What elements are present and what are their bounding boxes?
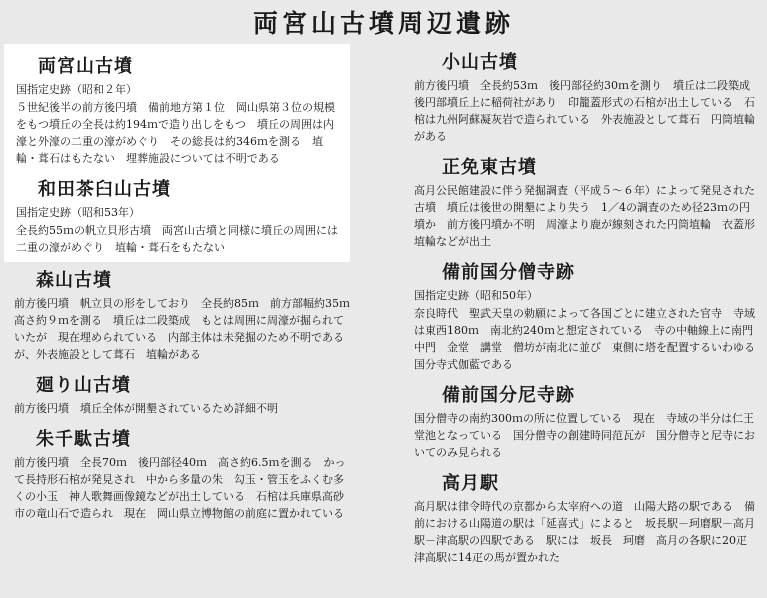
- section-moriyama: [10, 266, 361, 363]
- section-body: 奈良時代 聖武天皇の勅願によって各国ごとに建立された官寺 寺域は東西180ｍ 南北約240ｍと想定されている 寺の中軸線上に南門 中門 金堂 講堂 僧坊が南北に並び 東側に塔を配置するいわゆる国分寺式伽藍である: [414, 307, 764, 371]
- section-title: 両宮山古墳: [38, 56, 133, 77]
- designation: 国指定史跡（昭和２年）: [16, 83, 137, 96]
- section-shomen-higashi: [410, 153, 760, 250]
- right-column: [410, 44, 764, 574]
- highlight-panel: [4, 44, 350, 262]
- section-title: 森山古墳: [36, 270, 112, 291]
- section-body: 国分僧寺の南約300ｍの所に位置している 現在 寺域の半分は仁王堂池となっている 国分僧寺の創建時同范瓦が 国分僧寺と尼寺においてのみ見られる: [414, 412, 755, 459]
- section-body: ５世紀後半の前方後円墳 備前地方第１位 岡山県第３位の規模をもつ墳丘の全長は約194ｍで造り出しをもつ 墳丘の周囲は内濠と外濠の二重の濠がめぐり その総長は約346ｍを測る 埴輪・葺石はもたない 埋葬施設については不明である: [16, 101, 335, 165]
- section-senda: [10, 425, 350, 522]
- section-koyama: [410, 48, 760, 145]
- section-body: 前方後円墳 墳丘全体が開墾されているため詳細不明: [14, 402, 278, 415]
- section-kokubun-soji: [410, 258, 764, 373]
- section-wada-chausuyama: [12, 175, 344, 256]
- section-title: 和田茶臼山古墳: [38, 179, 171, 200]
- section-body: 前方後円墳 全長70ｍ 後円部径40ｍ 高さ約6.5ｍを測る かって長持形石棺が発見され 中から多量の朱 勾玉・管玉をふくむ多くの小玉 神人歌舞画像鏡などが出土している 石棺は兵庫県高砂市の竜山石で造られ 現在 岡山県立博物館の前庭に置かれている: [14, 456, 346, 520]
- section-title: 朱千駄古墳: [36, 429, 131, 450]
- left-column: [10, 44, 361, 530]
- section-title: 廻り山古墳: [36, 375, 131, 396]
- section-body: 全長約55ｍの帆立貝形古墳 両宮山古墳と同様に墳丘の周囲には二重の濠がめぐり 埴輪・葺石をもたない: [16, 224, 338, 254]
- section-takatsuki-eki: [410, 469, 760, 566]
- page-title: 両宮山古墳周辺遺跡: [252, 9, 514, 38]
- section-kokubun-niji: [410, 381, 760, 461]
- designation: 国指定史跡（昭和53年）: [16, 206, 140, 219]
- section-title: 備前国分僧寺跡: [442, 262, 575, 283]
- section-body: 高月駅は律令時代の京都から太宰府への道 山陽大路の駅である 備前における山陽道の駅は「延喜式」によると 坂長駅－珂磨駅－高月駅－津高駅の四駅である 駅には 坂長 珂磨 高月の各駅に20疋 津高駅に14疋の馬が置かれた: [414, 500, 758, 564]
- section-title: 正免東古墳: [442, 157, 537, 178]
- designation: 国指定史跡（昭和50年）: [414, 289, 538, 302]
- section-body: 高月公民館建設に伴う発掘調査（平成５～６年）によって発見された古墳 墳丘は後世の開墾により失う 1／4の調査のため径23ｍの円墳か 前方後円墳か不明 周濠より鹿が線刻された円筒埴輪 衣蓋形埴輪などが出土: [414, 184, 755, 248]
- section-body: 前方後円墳 全長約53ｍ 後円部径約30ｍを測り 墳丘は二段築成 後円部墳丘上に稲荷社があり 印籠蓋形式の石棺が出土している 石棺は九州阿蘇凝灰岩で造られている 外表施設として葺石 円筒埴輪がある: [414, 79, 761, 143]
- section-body: 前方後円墳 帆立貝の形をしており 全長約85ｍ 前方部幅約35ｍ 高さ約９ｍを測る 墳丘は二段築成 もとは周囲に周濠が掘られていたが 現在埋められている 内部主体は未発掘のため不明であるが、外表施設として葺石 埴輪がある: [14, 297, 361, 361]
- section-title: 備前国分尼寺跡: [442, 385, 575, 406]
- section-title: 小山古墳: [442, 52, 518, 73]
- section-meguriyama: [10, 371, 350, 417]
- section-ryoguyama: [12, 52, 344, 167]
- section-title: 高月駅: [442, 473, 499, 494]
